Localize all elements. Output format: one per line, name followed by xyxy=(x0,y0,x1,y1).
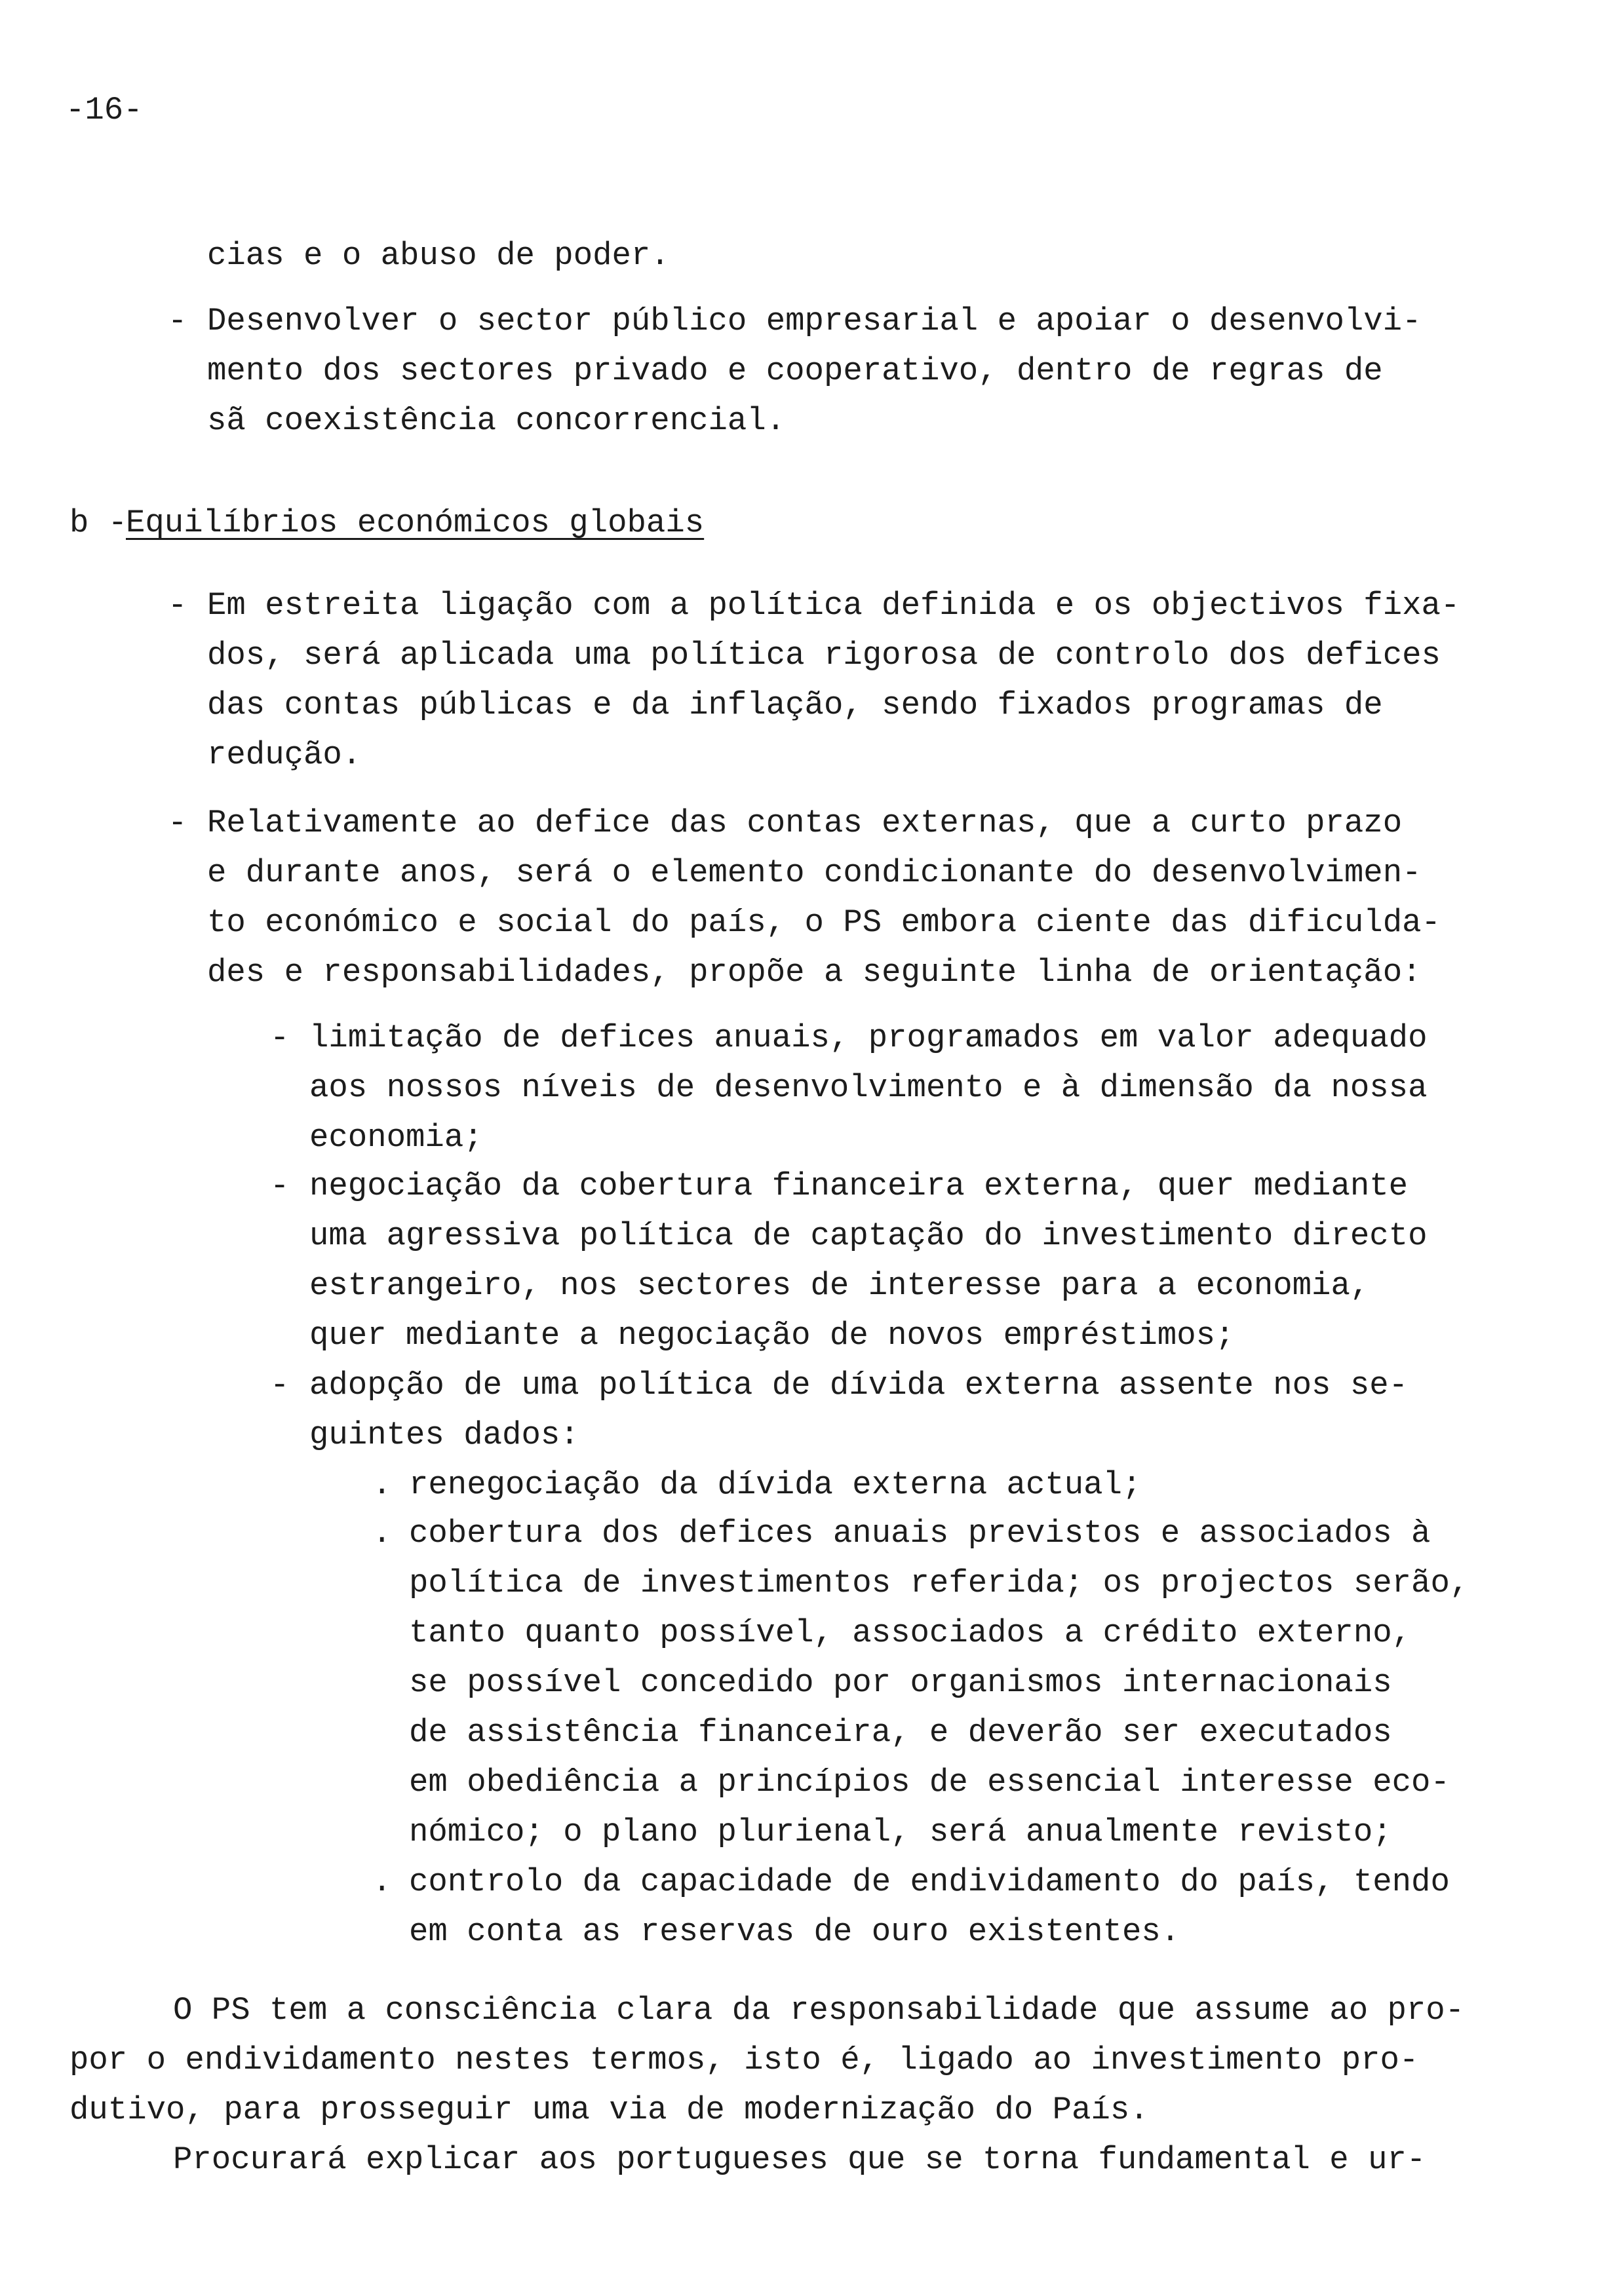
sub-list-dash: - xyxy=(270,1367,290,1404)
list-dash: - xyxy=(168,303,187,339)
text-line: adopção de uma política de dívida externa assente nos se- xyxy=(309,1367,1409,1404)
dot-bullet: . xyxy=(372,1515,392,1552)
text-line: e durante anos, será o elemento condicionante do desenvolvimen- xyxy=(207,854,1422,891)
text-line: aos nossos níveis de desenvolvimento e à dimensão da nossa xyxy=(309,1069,1428,1106)
sub-list-dash: - xyxy=(270,1020,290,1056)
text-line: dos, será aplicada uma política rigorosa de controlo dos defices xyxy=(207,637,1441,674)
text-line: guintes dados: xyxy=(309,1417,579,1453)
sub-item-limitacao xyxy=(309,1013,1427,1162)
dot-item-renegociacao xyxy=(409,1460,1141,1510)
text-line: cobertura dos defices anuais previstos e associados à xyxy=(409,1515,1431,1552)
text-line: dutivo, para prosseguir uma via de modernização do País. xyxy=(69,2092,1149,2128)
text-line: em conta as reservas de ouro existentes. xyxy=(409,1913,1180,1950)
dot-item-controlo xyxy=(409,1857,1450,1957)
text-line: das contas públicas e da inflação, sendo fixados programas de xyxy=(207,687,1383,723)
text-line: cias e o abuso de poder. xyxy=(207,237,670,274)
text-line: nómico; o plano plurienal, será anualmente revisto; xyxy=(409,1814,1392,1850)
text-line: negociação da cobertura financeira externa, quer mediante xyxy=(309,1168,1409,1204)
page-number: -16- xyxy=(66,92,143,128)
text-line: em obediência a princípios de essencial interesse eco- xyxy=(409,1764,1450,1801)
dot-bullet: . xyxy=(372,1466,392,1503)
text-line: to económico e social do país, o PS embora ciente das dificulda- xyxy=(207,904,1441,941)
text-line: Relativamente ao defice das contas externas, que a curto prazo xyxy=(207,805,1403,841)
sub-item-negociacao xyxy=(309,1161,1427,1360)
list-item-politica xyxy=(207,581,1460,780)
text-line: tanto quanto possível, associados a crédito externo, xyxy=(409,1615,1412,1651)
text-line: de assistência financeira, e deverão ser executados xyxy=(409,1714,1392,1751)
text-line: uma agressiva política de captação do investimento directo xyxy=(309,1217,1428,1254)
list-dash: - xyxy=(168,587,187,624)
paragraph-ps xyxy=(69,1985,1464,2135)
list-dash: - xyxy=(168,805,187,841)
list-item-defice xyxy=(207,798,1441,997)
section-letter: b - xyxy=(69,505,128,541)
text-line: se possível concedido por organismos internacionais xyxy=(409,1664,1392,1701)
paragraph-procurara xyxy=(173,2135,1426,2185)
dot-bullet: . xyxy=(372,1864,392,1900)
text-line: estrangeiro, nos sectores de interesse para a economia, xyxy=(309,1267,1370,1304)
text-line: economia; xyxy=(309,1119,483,1156)
section-heading xyxy=(69,498,704,548)
text-line: por o endividamento nestes termos, isto é, ligado ao investimento pro- xyxy=(69,2042,1419,2078)
text-line: redução. xyxy=(207,737,362,773)
dot-item-cobertura xyxy=(409,1508,1469,1857)
section-title: Equilíbrios económicos globais xyxy=(126,505,705,541)
text-line: Procurará explicar aos portugueses que se torna fundamental e ur- xyxy=(173,2141,1426,2178)
text-line: controlo da capacidade de endividamento do país, tendo xyxy=(409,1864,1450,1900)
text-line: Em estreita ligação com a política definida e os objectivos fixa- xyxy=(207,587,1460,624)
text-line: política de investimentos referida; os projectos serão, xyxy=(409,1565,1469,1601)
text-line: Desenvolver o sector público empresarial e apoiar o desenvolvi- xyxy=(207,303,1422,339)
continuation-text xyxy=(207,231,670,280)
text-line: limitação de defices anuais, programados em valor adequado xyxy=(309,1020,1428,1056)
text-line: des e responsabilidades, propõe a seguinte linha de orientação: xyxy=(207,954,1422,991)
text-line: quer mediante a negociação de novos empréstimos; xyxy=(309,1317,1235,1354)
sub-list-dash: - xyxy=(270,1168,290,1204)
sub-item-adopcao xyxy=(309,1360,1408,1460)
text-line: mento dos sectores privado e cooperativo, dentro de regras de xyxy=(207,353,1383,389)
text-line: O PS tem a consciência clara da responsabilidade que assume ao pro- xyxy=(173,1992,1465,2029)
list-item-sector xyxy=(207,296,1422,446)
text-line: renegociação da dívida externa actual; xyxy=(409,1466,1142,1503)
text-line: sã coexistência concorrencial. xyxy=(207,402,786,439)
